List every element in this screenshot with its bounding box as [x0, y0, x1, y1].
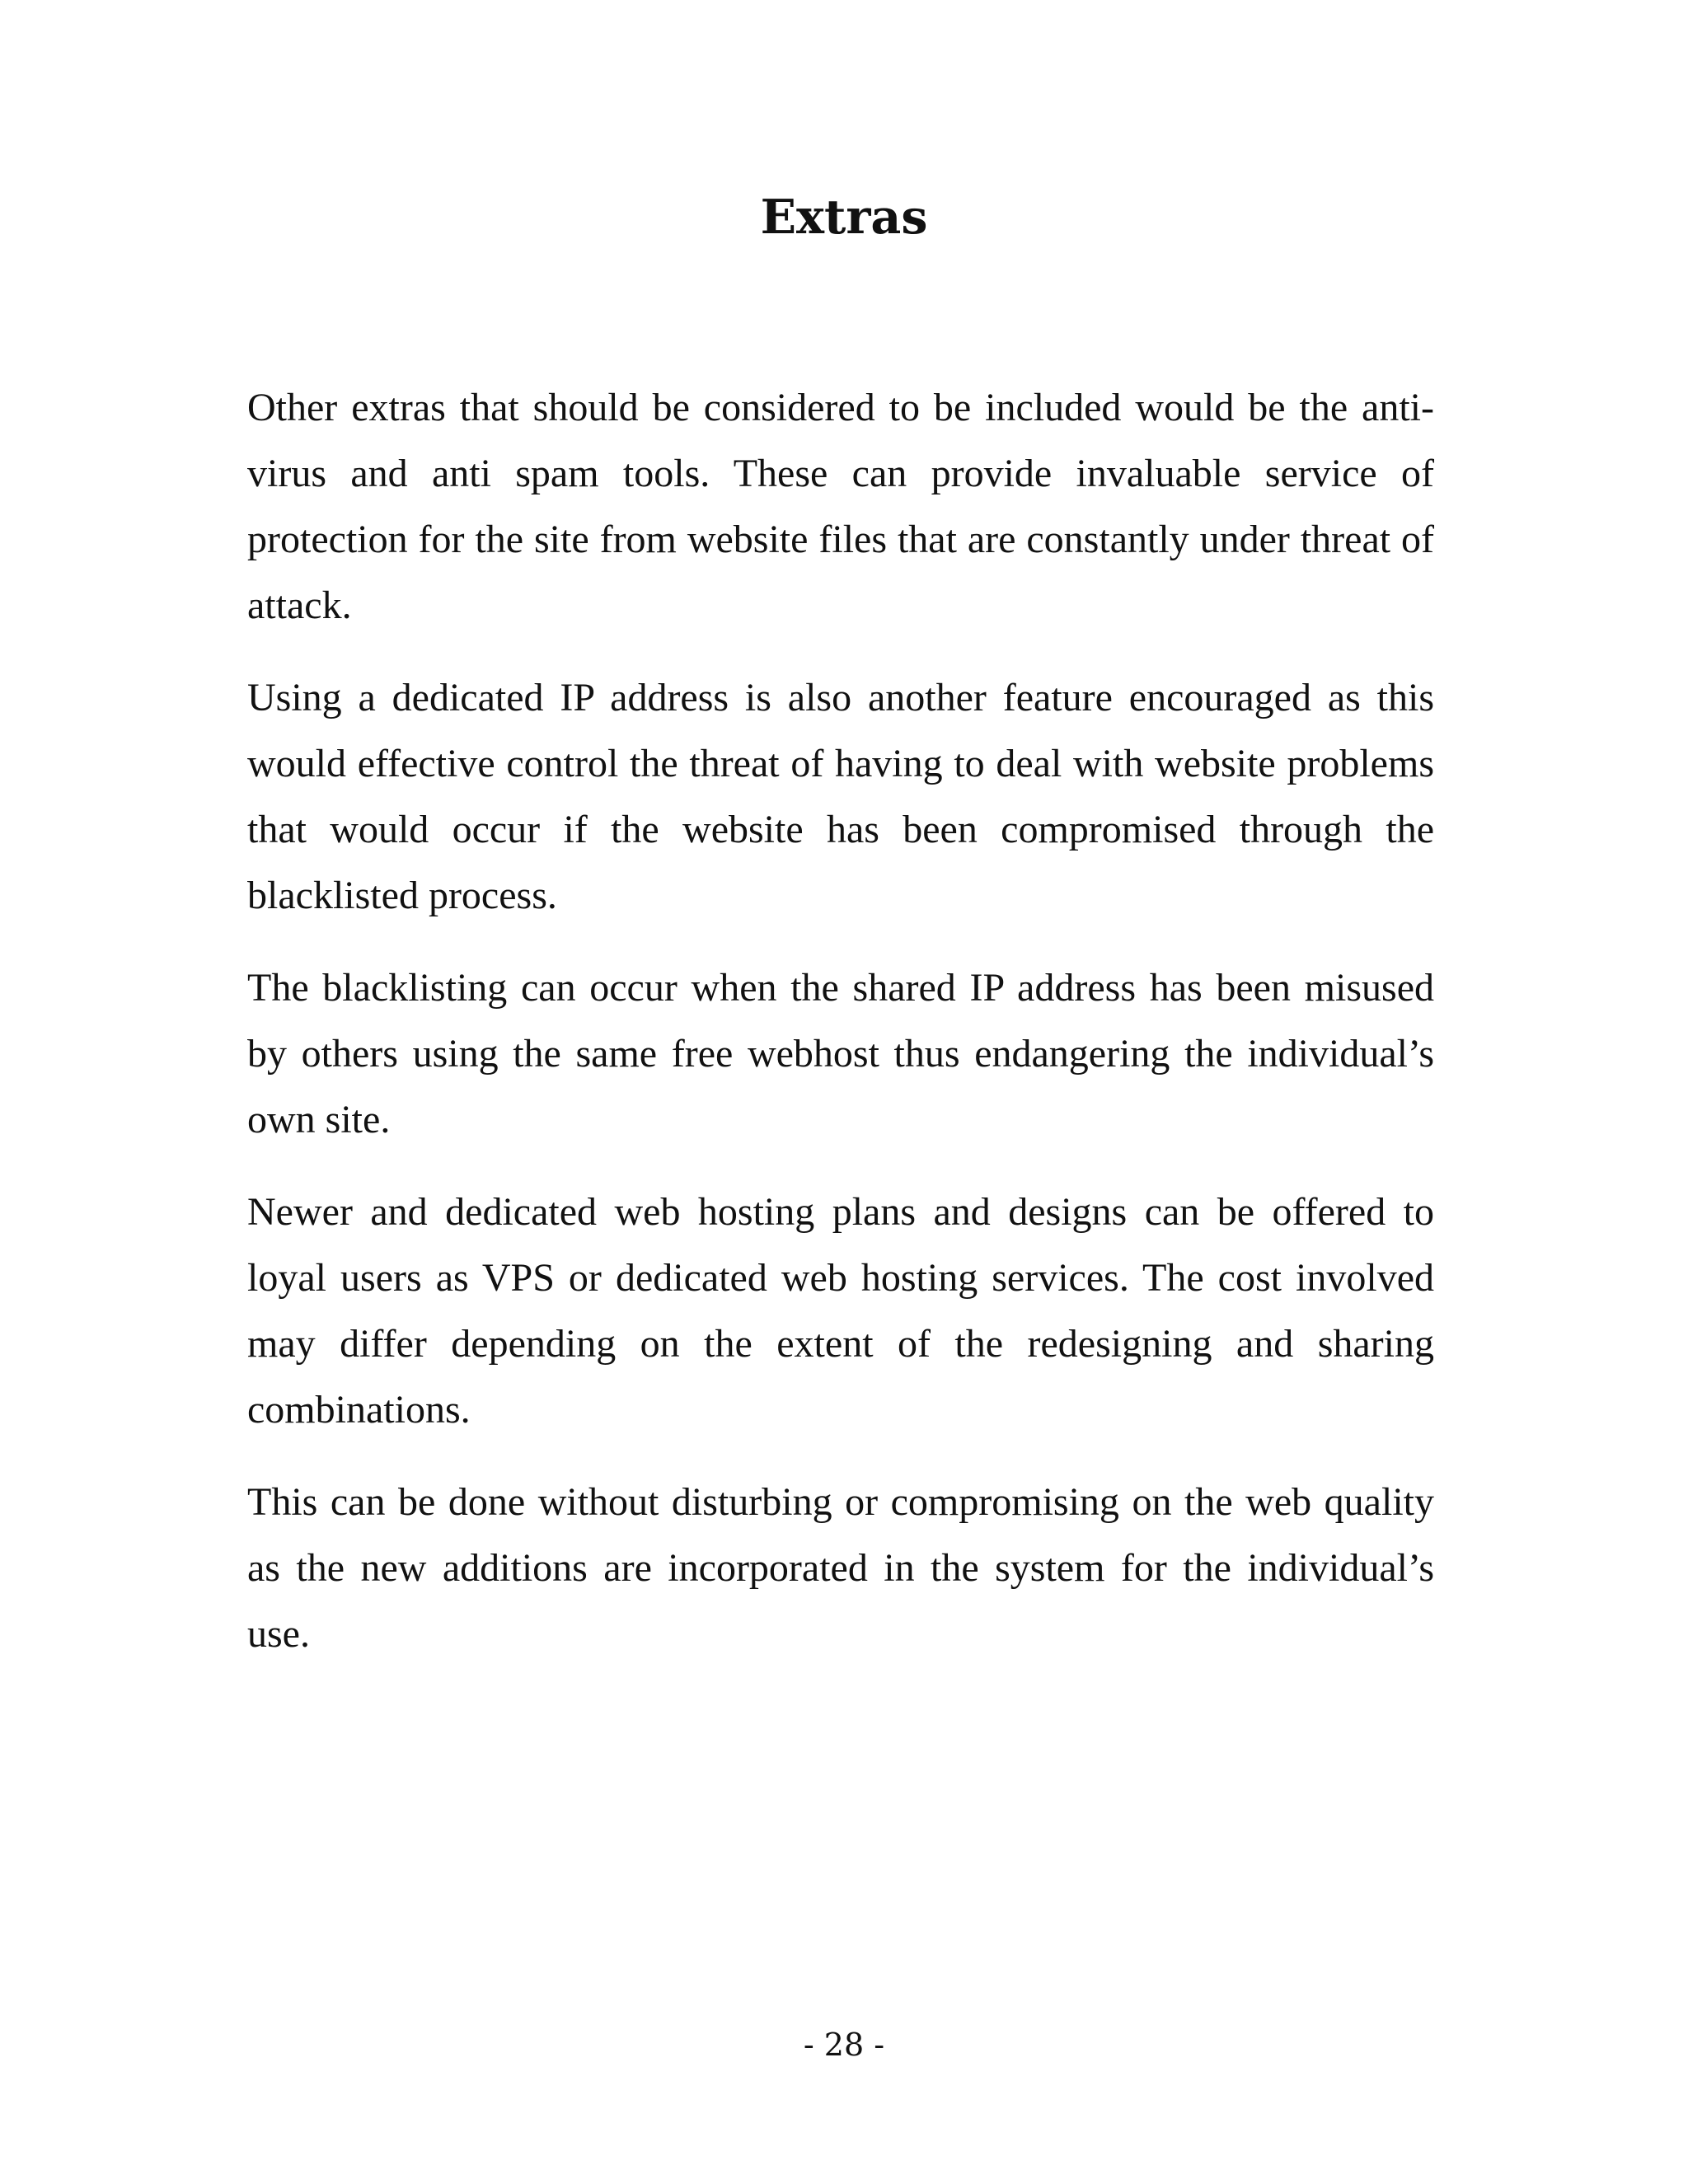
page-number: - 28 -	[803, 2027, 885, 2063]
paragraph-1: Other extras that should be considered to be included would be the anti-virus and anti spam tools. These can provide invaluable service of protection for the site from website files that are constantly under threat of attack.	[247, 386, 1434, 627]
paragraph-4: Newer and dedicated web hosting plans and designs can be offered to loyal users as VPS or dedicated web hosting services. The cost involved may differ depending on the extent of the redesigning and sharing combinations.	[247, 1190, 1434, 1432]
body-text	[247, 375, 1434, 1694]
page-title: Extras	[760, 190, 928, 245]
paragraph-3: The blacklisting can occur when the shared IP address has been misused by others using the same free webhost thus endangering the individual’s own site.	[247, 966, 1434, 1141]
paragraph-5: This can be done without disturbing or compromising on the web quality as the new additions are incorporated in the system for the individual’s use.	[247, 1480, 1434, 1656]
paragraph-2: Using a dedicated IP address is also another feature encouraged as this would effective control the threat of having to deal with website problems that would occur if the website has been compromised through the blacklisted process.	[247, 676, 1434, 917]
